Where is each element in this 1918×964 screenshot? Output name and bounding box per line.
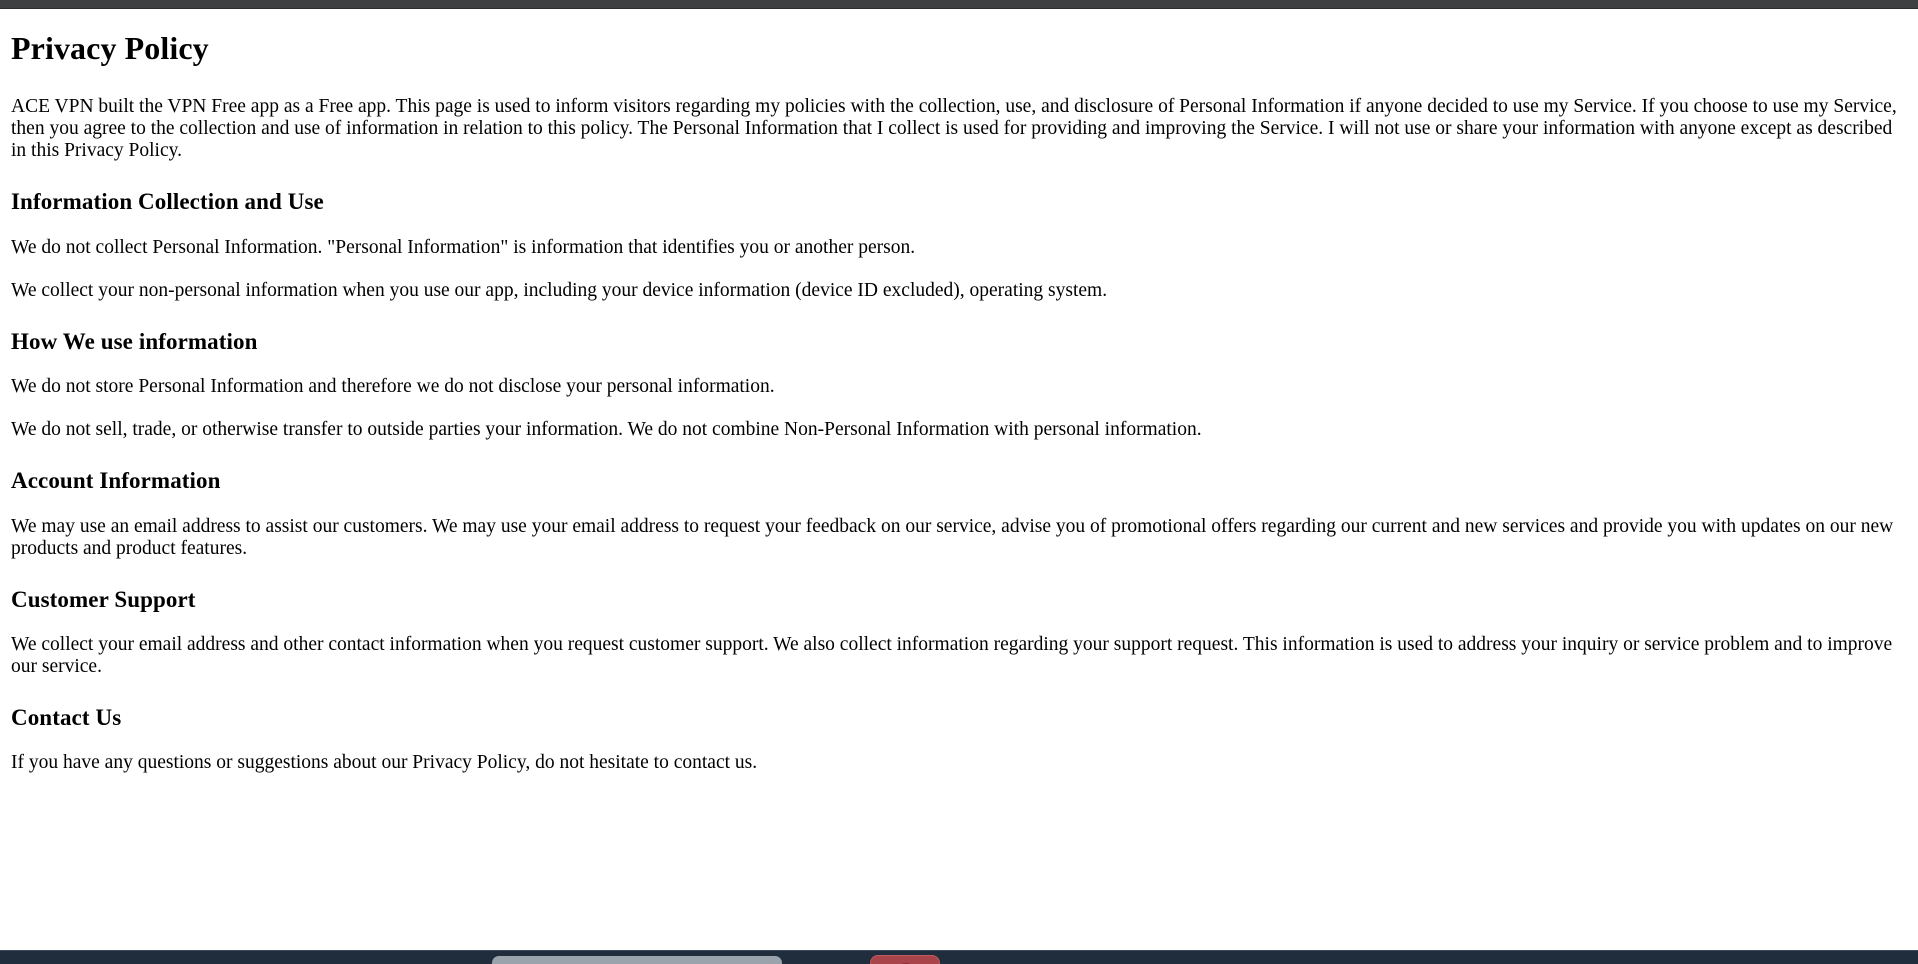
section-paragraph: We do not store Personal Information and therefore we do not disclose your personal information. <box>11 376 775 398</box>
section-paragraph: We do not sell, trade, or otherwise transfer to outside parties your information. We do not combine Non-Personal Information with personal information. <box>11 419 1202 441</box>
section-heading-information-collection-and-use: Information Collection and Use <box>11 189 324 215</box>
section-paragraph: If you have any questions or suggestions about our Privacy Policy, do not hesitate to contact us. <box>11 752 758 774</box>
section-paragraph: We do not collect Personal Information. "Personal Information" is information that identifies you or another person. <box>11 236 916 258</box>
privacy-policy-document <box>0 9 1918 950</box>
record-action-button[interactable] <box>870 955 940 964</box>
page-title: Privacy Policy <box>11 30 209 66</box>
section-heading-account-information: Account Information <box>11 468 221 494</box>
section-heading-customer-support: Customer Support <box>11 586 196 612</box>
section-paragraph: We may use an email address to assist our customers. We may use your email address to request your feedback on our service, advise you of promotional offers regarding our current and new services and provide you with updates on our new products and product features. <box>11 515 1894 559</box>
bottom-app-bar <box>0 950 1918 964</box>
section-heading-how-we-use-information: How We use information <box>11 328 258 354</box>
bottom-app-bar-inner <box>0 951 1918 964</box>
browser-top-chrome <box>0 0 1918 9</box>
section-paragraph: We collect your non-personal information when you use our app, including your device information (device ID excluded), operating system. <box>11 279 1108 301</box>
section-paragraph: We collect your email address and other contact information when you request customer support. We also collect information regarding your support request. This information is used to address your inquiry or service problem and to improve our service. <box>11 633 1893 677</box>
intro-paragraph: ACE VPN built the VPN Free app as a Free app. This page is used to inform visitors regarding my policies with the collection, use, and disclosure of Personal Information if anyone decided to use my Service. If you choose to use my Service, then you agree to the collection and use of information in relation to this policy. The Personal Information that I collect is used for providing and improving the Service. I will not use or share your information with anyone except as described in this Privacy Policy. <box>11 96 1897 162</box>
url-input-field[interactable] <box>492 956 782 964</box>
section-heading-contact-us: Contact Us <box>11 704 122 730</box>
